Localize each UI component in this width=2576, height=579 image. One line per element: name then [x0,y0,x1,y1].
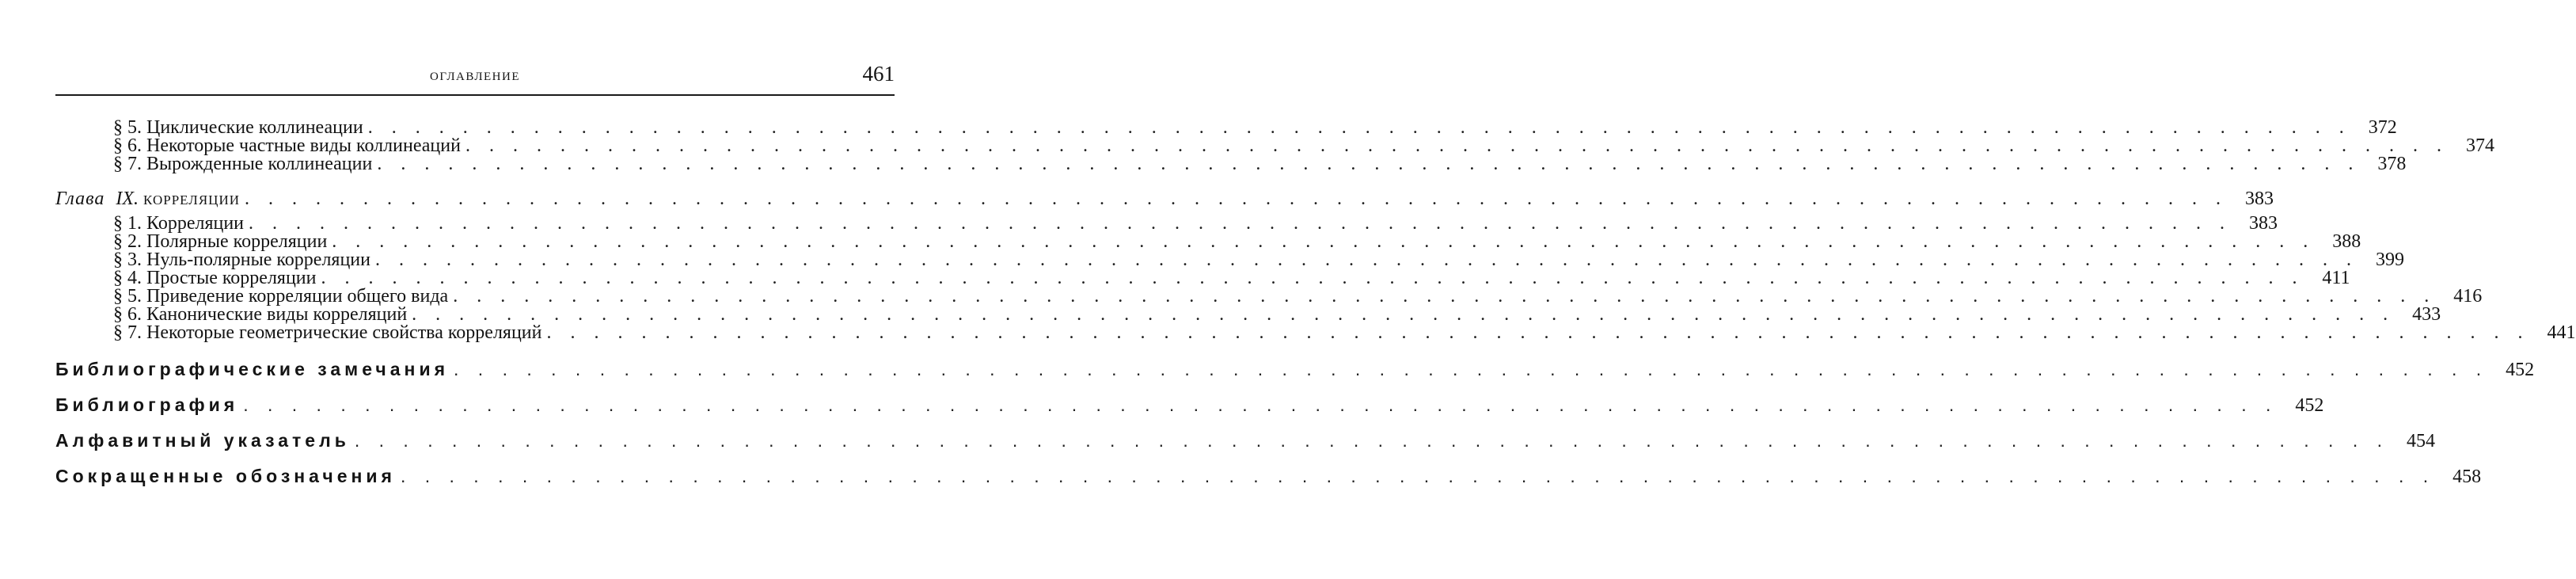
toc-entry-page: 433 [2412,304,2441,325]
toc-entry-page: 388 [2332,231,2361,252]
toc-entry-section-7[interactable] [55,154,2407,174]
toc-entry-title: § 4. Простые корреляции [113,268,317,288]
dot-leader: . . . . . . . . . . . . . . . . . . . . . . . . . . . . . . . . . . . . . . . . . . . . . . . . . . . . . . . . . . . . . . . . . . . . . . . . . . . . . . . . . . . . [412,304,2396,325]
toc-entry-bibliographic-notes[interactable] [55,352,2535,387]
toc-entry-title: Библиографические замечания [55,359,450,379]
toc-entry-page: 416 [2453,286,2483,307]
toc-entry-title: § 5. Приведение корреляции общего вида [113,286,449,307]
toc-entry-section-2[interactable] [55,231,2361,252]
dot-leader: . . . . . . . . . . . . . . . . . . . . . . . . . . . . . . . . . . . . . . . . . . . . . . . . . . . . . . . . . . . . . . . . . . . . . . . . . . . . . . . . . . . . [354,430,2390,451]
toc-entry-section-6[interactable] [55,135,2494,156]
toc-entry-section-5[interactable] [55,117,2397,138]
toc-entry-page: 441 [2547,322,2576,343]
toc-entry-section-6b[interactable] [55,304,2441,325]
header-page-number: 461 [862,62,895,86]
toc-entry-title: § 6. Некоторые частные виды коллинеаций [113,135,461,156]
dot-leader: . . . . . . . . . . . . . . . . . . . . . . . . . . . . . . . . . . . . . . . . . . . . . . . . . . . . . . . . . . . . . . . . . . . . . . . . . . . . . . . . . . . . [367,117,2351,138]
toc-entry-abbreviations[interactable] [55,459,2482,494]
toc-entry-bibliography[interactable] [55,387,2324,423]
toc-entry-title: § 2. Полярные корреляции [113,231,328,252]
toc-entry-page: 383 [2249,213,2278,234]
toc-entry-page: 378 [2377,154,2407,174]
toc-entry-index[interactable] [55,423,2436,459]
dot-leader: . . . . . . . . . . . . . . . . . . . . . . . . . . . . . . . . . . . . . . . . . . . . . . . . . . . . . . . . . . . . . . . . . . . . . . . . . . . . . . . . . . . . [375,250,2358,270]
toc-entry-section-7b[interactable] [55,322,2576,343]
toc-entry-section-3[interactable] [55,250,2404,270]
toc-entry-page: 374 [2465,135,2494,156]
toc-entry-chapter-9[interactable] [55,185,2274,213]
chapter-heading [55,185,240,213]
toc-entry-title: § 7. Некоторые геометрические свойства корреляций [113,322,542,343]
dot-leader: . . . . . . . . . . . . . . . . . . . . . . . . . . . . . . . . . . . . . . . . . . . . . . . . . . . . . . . . . . . . . . . . . . . . . . . . . . . . . . . . . . . . [454,359,2489,379]
dot-leader: . . . . . . . . . . . . . . . . . . . . . . . . . . . . . . . . . . . . . . . . . . . . . . . . . . . . . . . . . . . . . . . . . . . . . . . . . . . . . . . . . . . . [400,466,2436,486]
toc-entry-page: 383 [2245,189,2274,209]
toc-entry-section-4[interactable] [55,268,2350,288]
chapter-word: Глава [55,189,105,209]
dot-leader: . . . . . . . . . . . . . . . . . . . . . . . . . . . . . . . . . . . . . . . . . . . . . . . . . . . . . . . . . . . . . . . . . . . . . . . . . . . . . . . . . . . . [321,268,2304,288]
dot-leader: . . . . . . . . . . . . . . . . . . . . . . . . . . . . . . . . . . . . . . . . . . . . . . . . . . . . . . . . . . . . . . . . . . . . . . . . . . . . . . . . . . . . [332,231,2316,252]
dot-leader: . . . . . . . . . . . . . . . . . . . . . . . . . . . . . . . . . . . . . . . . . . . . . . . . . . . . . . . . . . . . . . . . . . . . . . . . . . . . . . . . . . . . [465,135,2449,156]
toc-entry-page: 399 [2376,250,2404,270]
dot-leader: . . . . . . . . . . . . . . . . . . . . . . . . . . . . . . . . . . . . . . . . . . . . . . . . . . . . . . . . . . . . . . . . . . . . . . . . . . . . . . . . . . . . [243,394,2278,415]
toc-entry-page: 411 [2322,268,2350,288]
header-rule [55,94,895,96]
toc-entry-title: § 3. Нуль-полярные корреляции [113,250,370,270]
toc-entry-section-5b[interactable] [55,286,2483,307]
toc-entry-title: Алфавитный указатель [55,430,350,451]
toc-entry-page: 452 [2506,360,2535,380]
chapter-name: корреляции [143,189,241,209]
table-of-contents [55,117,2576,494]
dot-leader: . . . . . . . . . . . . . . . . . . . . . . . . . . . . . . . . . . . . . . . . . . . . . . . . . . . . . . . . . . . . . . . . . . . . . . . . . . . . . . . . . . . . [377,154,2361,174]
toc-entry-page: 458 [2453,467,2482,487]
header-title: оглавление [430,65,520,84]
toc-entry-title: § 1. Корреляции [113,213,245,234]
toc-entry-page: 452 [2295,395,2324,416]
toc-entry-page: 454 [2407,431,2436,451]
toc-entry-title: § 7. Вырожденные коллинеации [113,154,373,174]
dot-leader: . . . . . . . . . . . . . . . . . . . . . . . . . . . . . . . . . . . . . . . . . . . . . . . . . . . . . . . . . . . . . . . . . . . . . . . . . . . . . . . . . . . . [249,213,2232,234]
dot-leader: . . . . . . . . . . . . . . . . . . . . . . . . . . . . . . . . . . . . . . . . . . . . . . . . . . . . . . . . . . . . . . . . . . . . . . . . . . . . . . . . . . . . [546,322,2530,343]
toc-entry-title: § 6. Канонические виды корреляций [113,304,408,325]
dot-leader: . . . . . . . . . . . . . . . . . . . . . . . . . . . . . . . . . . . . . . . . . . . . . . . . . . . . . . . . . . . . . . . . . . . . . . . . . . . . . . . . . . . . [453,286,2437,307]
toc-entry-title: Сокращенные обозначения [55,466,396,486]
chapter-number: IX. [116,189,139,209]
running-header [55,62,895,93]
toc-entry-section-1[interactable] [55,213,2278,234]
toc-entry-title: § 5. Циклические коллинеации [113,117,363,138]
toc-entry-title: Библиография [55,394,239,415]
toc-entry-page: 372 [2368,117,2397,138]
dot-leader: . . . . . . . . . . . . . . . . . . . . . . . . . . . . . . . . . . . . . . . . . . . . . . . . . . . . . . . . . . . . . . . . . . . . . . . . . . . . . . . . . . . . [245,189,2228,209]
